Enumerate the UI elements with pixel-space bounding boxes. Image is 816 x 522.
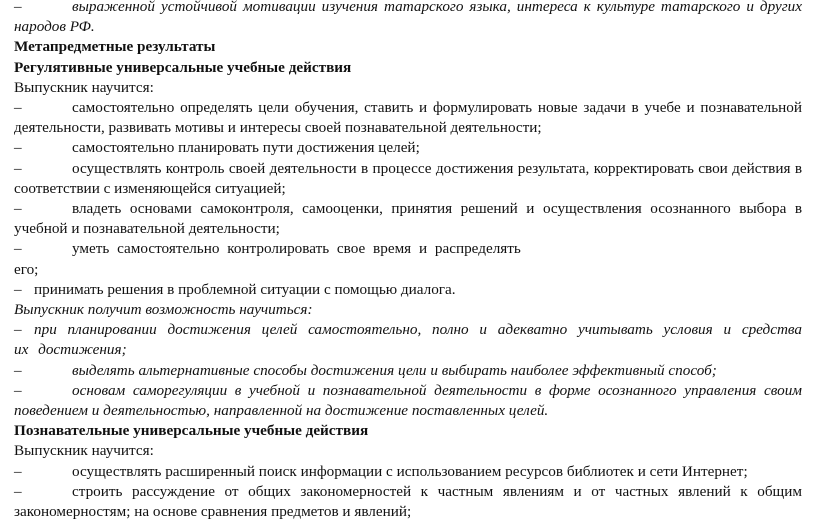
item-text: уметь самостоятельно контролировать свое время и распределять <box>72 240 521 258</box>
bullet-dash: – <box>14 240 22 258</box>
list-item <box>14 482 802 522</box>
list-item <box>14 0 802 37</box>
item-text: выделять альтернативные способы достижения цели и выбирать наиболее эффективный способ; <box>72 361 717 379</box>
bullet-dash: – <box>14 139 22 157</box>
learns-label: Выпускник научится: <box>14 78 154 96</box>
list-item <box>14 138 802 158</box>
bullet-dash: – <box>14 159 22 177</box>
learns-label: Выпускник научится: <box>14 442 154 460</box>
list-item <box>14 159 802 199</box>
item-text: основам саморегуляции в учебной и познавательной деятельности в форме осознанного управления своим поведением и деятельностью, направленной на достижение поставленных целей. <box>14 381 802 420</box>
item-text: осуществлять расширенный поиск информации с использованием ресурсов библиотек и сети Интернет; <box>72 462 748 480</box>
item-text: выраженной устойчивой мотивации изучения татарского языка, интереса к культуре татарского и других народов РФ. <box>14 0 802 36</box>
list-item <box>14 320 802 360</box>
bullet-dash: – <box>14 280 22 298</box>
list-item <box>14 361 802 381</box>
item-text: самостоятельно определять цели обучения, ставить и формулировать новые задачи в учебе и познавательной деятельности, развивать мотивы и интересы своей познавательной деятельности; <box>14 99 802 137</box>
item-text: при планировании достижения целей самостоятельно, полно и адекватно учитывать условия и средства их достижения; <box>14 321 802 359</box>
list-item <box>14 462 802 482</box>
item-text: строить рассуждение от общих закономерностей к частным явлениям и от частных явлений к общим закономерностям; на основе сравнения предметов и явлений; <box>14 482 802 521</box>
item-text: самостоятельно планировать пути достижения целей; <box>72 139 420 157</box>
bullet-dash: – <box>14 0 22 15</box>
section-heading-meta: Метапредметные результаты <box>14 38 216 56</box>
item-text: принимать решения в проблемной ситуации с помощью диалога. <box>34 280 456 298</box>
bullet-dash: – <box>14 361 22 379</box>
bullet-dash: – <box>14 200 22 218</box>
bullet-dash: – <box>14 482 22 500</box>
list-item <box>14 239 802 259</box>
list-item <box>14 381 802 421</box>
opportunity-label: Выпускник получит возможность научиться: <box>14 301 313 319</box>
bullet-dash: – <box>14 99 22 117</box>
bullet-dash: – <box>14 321 22 339</box>
list-item <box>14 280 802 300</box>
item-text: осуществлять контроль своей деятельности в процессе достижения результата, корректировать свои действия в соответствии с изменяющейся ситуацией; <box>14 159 802 197</box>
section-heading-cognitive: Познавательные универсальные учебные действия <box>14 422 369 440</box>
bullet-dash: – <box>14 462 22 480</box>
item-text: владеть основами самоконтроля, самооценки, принятия решений и осуществления осознанного выбора в учебной и познавательной деятельности; <box>14 200 802 238</box>
continuation-text: его; <box>14 260 39 278</box>
list-item <box>14 98 802 138</box>
section-heading-regulative: Регулятивные универсальные учебные действия <box>14 58 352 76</box>
bullet-dash: – <box>14 381 22 399</box>
list-item <box>14 199 802 239</box>
